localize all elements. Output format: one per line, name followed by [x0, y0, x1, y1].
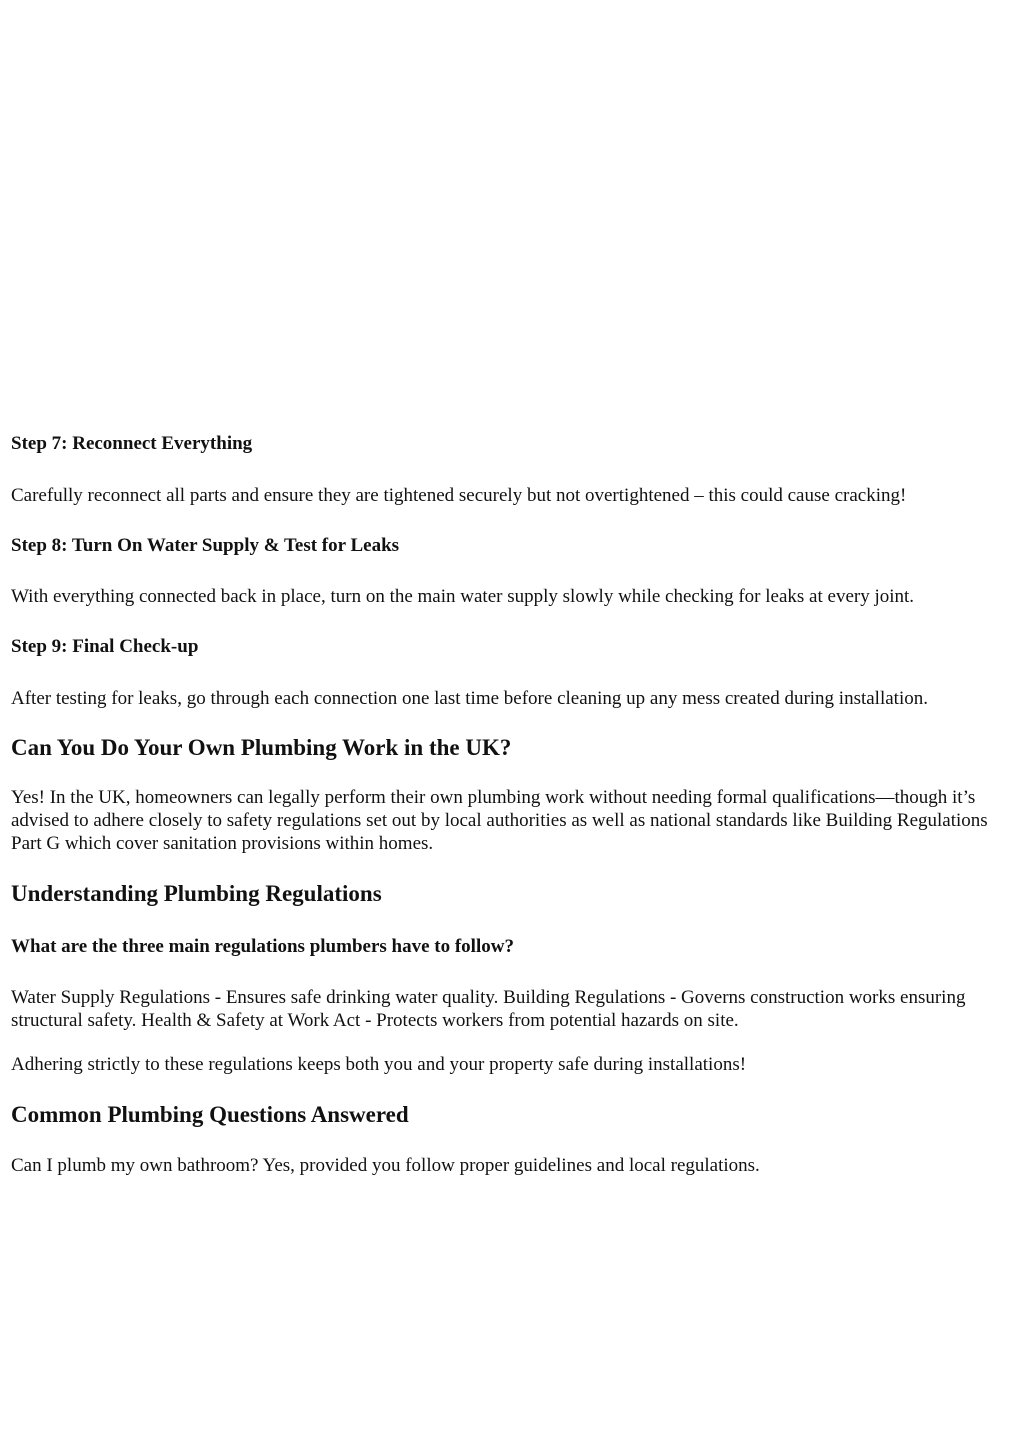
regulations-heading: Understanding Plumbing Regulations [11, 881, 382, 906]
common-questions-heading: Common Plumbing Questions Answered [11, 1102, 409, 1127]
regulations-subheading: What are the three main regulations plumbers have to follow? [11, 936, 514, 957]
step-8-text: With everything connected back in place, turn on the main water supply slowly while checking for leaks at every joint. [11, 586, 915, 607]
step-9-text: After testing for leaks, go through each connection one last time before cleaning up any mess created during installation. [11, 688, 928, 709]
own-plumbing-text: Yes! In the UK, homeowners can legally perform their own plumbing work without needing formal qualifications—though it’s advised to adhere closely to safety regulations set out by local authorities as well as national standards like Building Regulations Part G which cover sanitation provisions within homes. [11, 787, 988, 854]
step-7-text: Carefully reconnect all parts and ensure they are tightened securely but not overtightened – this could cause cracking! [11, 485, 907, 506]
step-8-heading: Step 8: Turn On Water Supply & Test for Leaks [11, 535, 400, 556]
own-plumbing-heading: Can You Do Your Own Plumbing Work in the UK? [11, 735, 512, 760]
step-7-heading: Step 7: Reconnect Everything [11, 433, 253, 454]
regulations-note: Adhering strictly to these regulations keeps both you and your property safe during installations! [11, 1054, 747, 1075]
regulations-list-text: Water Supply Regulations - Ensures safe drinking water quality. Building Regulations - Governs construction works ensuring structural safety. Health & Safety at Work Act - Protects workers from potential hazards on site. [11, 987, 966, 1031]
step-9-heading: Step 9: Final Check-up [11, 636, 199, 657]
common-questions-text: Can I plumb my own bathroom? Yes, provided you follow proper guidelines and local regulations. [11, 1155, 760, 1176]
